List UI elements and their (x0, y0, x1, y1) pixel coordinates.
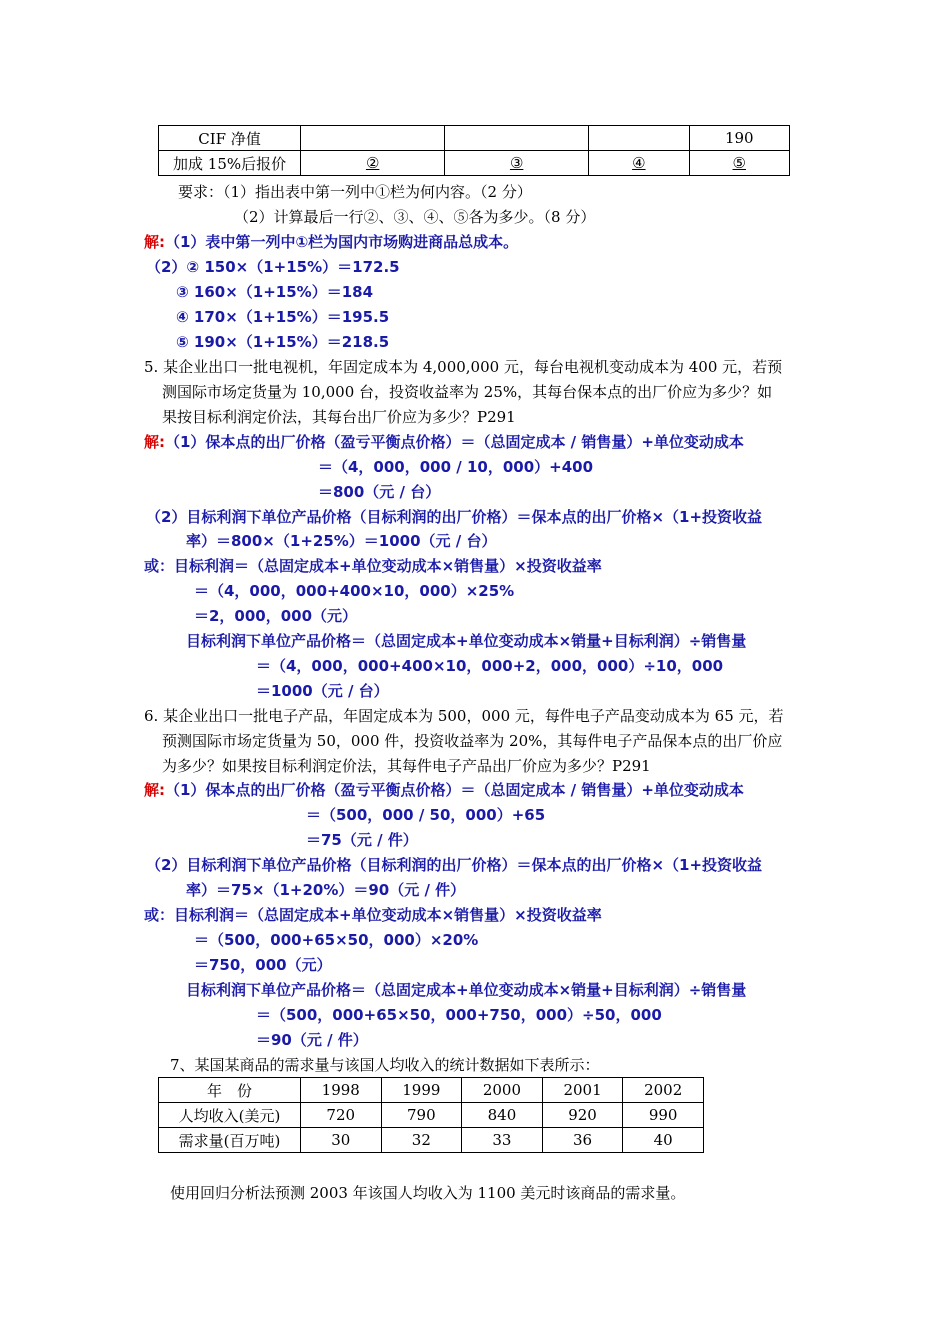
requirement-1: 要求：（1）指出表中第一列中①栏为何内容。（2 分） (178, 183, 532, 201)
answer-4-line-3: ③ 160×（1+15%）＝184 (176, 283, 374, 301)
requirement-2: （2）计算最后一行②、③、④、⑤各为多少。（8 分） (234, 208, 596, 226)
table-cell: ⑤ (689, 151, 789, 176)
table-cell: CIF 净值 (159, 126, 301, 151)
answer-5-line-5: 率）＝800×（1+25%）＝1000（元 / 台） (186, 532, 497, 550)
answer-5-line-8: ＝2，000，000（元） (194, 607, 358, 625)
table-cell: 40 (623, 1128, 704, 1153)
answer-6-line-7: ＝（500，000+65×50，000）×20% (194, 931, 479, 949)
table-cell: 840 (462, 1103, 543, 1128)
answer-6-line-1 (144, 780, 744, 800)
price-table (158, 125, 790, 176)
table-row (159, 151, 790, 176)
table-cell: 990 (623, 1103, 704, 1128)
question-6-line-2: 预测国际市场定货量为 50，000 件，投资收益率为 20%，其每件电子产品保本点的出厂价应 (162, 732, 783, 750)
table-row (159, 1103, 704, 1128)
table-cell: 920 (542, 1103, 623, 1128)
table-header: 2001 (542, 1078, 623, 1103)
question-7-task: 使用回归分析法预测 2003 年该国人均收入为 1100 美元时该商品的需求量。 (170, 1184, 686, 1202)
table-cell: 加成 15%后报价 (159, 151, 301, 176)
answer-6-line-5: 率）＝75×（1+20%）＝90（元 / 件） (186, 881, 466, 899)
question-5-line-2: 测国际市场定货量为 10,000 台，投资收益率为 25%，其每台保本点的出厂价应为多少？如 (162, 383, 773, 401)
answer-6-line-2: ＝（500，000 / 50，000）+65 (306, 806, 546, 824)
table-row (159, 1078, 704, 1103)
table-cell (445, 126, 589, 151)
table-header: 2002 (623, 1078, 704, 1103)
answer-6-line-6: 或：目标利润＝（总固定成本+单位变动成本×销售量）×投资收益率 (144, 906, 602, 924)
table-cell: 需求量(百万吨) (159, 1128, 301, 1153)
table-header: 年 份 (159, 1078, 301, 1103)
table-cell: 720 (300, 1103, 381, 1128)
answer-6-line-4: （2）目标利润下单位产品价格（目标利润的出厂价格）＝保本点的出厂价格×（1+投资收益 (146, 856, 763, 874)
table-cell: ③ (445, 151, 589, 176)
answer-5-line-6: 或：目标利润＝（总固定成本+单位变动成本×销售量）×投资收益率 (144, 557, 602, 575)
answer-5-line-1 (144, 432, 744, 452)
answer-text: （1）表中第一列中①栏为国内市场购进商品总成本。 (165, 233, 519, 251)
table-header: 2000 (462, 1078, 543, 1103)
table-cell: ② (301, 151, 445, 176)
answer-4-line-1 (144, 232, 518, 252)
answer-4-line-4: ④ 170×（1+15%）＝195.5 (176, 308, 390, 326)
table-cell: 33 (462, 1128, 543, 1153)
question-6-line-1: 6. 某企业出口一批电子产品，年固定成本为 500，000 元，每件电子产品变动成本为 65 元，若 (144, 707, 784, 725)
question-5-line-3: 果按目标利润定价法，其每台出厂价应为多少？P291 (162, 408, 516, 426)
question-6-line-3: 为多少？如果按目标利润定价法，其每件电子产品出厂价应为多少？P291 (162, 757, 651, 775)
table-cell: 36 (542, 1128, 623, 1153)
question-5-line-1: 5. 某企业出口一批电视机，年固定成本为 4,000,000 元，每台电视机变动成本为 400 元，若预 (144, 358, 783, 376)
answer-5-line-2: ＝（4，000，000 / 10，000）+400 (318, 458, 594, 476)
table-header: 1999 (381, 1078, 462, 1103)
answer-prefix: 解: (144, 433, 165, 451)
answer-5-line-9: 目标利润下单位产品价格＝（总固定成本+单位变动成本×销量+目标利润）÷销售量 (186, 632, 747, 650)
answer-4-line-2: （2）② 150×（1+15%）＝172.5 (146, 258, 400, 276)
answer-6-line-9: 目标利润下单位产品价格＝（总固定成本+单位变动成本×销量+目标利润）÷销售量 (186, 981, 747, 999)
answer-5-line-4: （2）目标利润下单位产品价格（目标利润的出厂价格）＝保本点的出厂价格×（1+投资收益 (146, 508, 763, 526)
answer-5-line-7: ＝（4，000，000+400×10，000）×25% (194, 582, 515, 600)
answer-5-line-10: ＝（4，000，000+400×10，000+2，000，000）÷10，000 (256, 657, 724, 675)
income-demand-table (158, 1077, 704, 1153)
answer-4-line-5: ⑤ 190×（1+15%）＝218.5 (176, 333, 390, 351)
table-header: 1998 (300, 1078, 381, 1103)
table-cell: 30 (300, 1128, 381, 1153)
table-row (159, 126, 790, 151)
answer-prefix: 解: (144, 233, 165, 251)
answer-text: （1）保本点的出厂价格（盈亏平衡点价格）＝（总固定成本 / 销售量）+单位变动成本 (165, 433, 744, 451)
answer-6-line-10: ＝（500，000+65×50，000+750，000）÷50，000 (256, 1006, 662, 1024)
table-cell (301, 126, 445, 151)
table-cell: 190 (689, 126, 789, 151)
answer-6-line-3: ＝75（元 / 件） (306, 831, 418, 849)
answer-text: （1）保本点的出厂价格（盈亏平衡点价格）＝（总固定成本 / 销售量）+单位变动成本 (165, 781, 744, 799)
table-cell: 32 (381, 1128, 462, 1153)
table-cell: 790 (381, 1103, 462, 1128)
table-cell: 人均收入(美元) (159, 1103, 301, 1128)
table-cell: ④ (589, 151, 689, 176)
answer-6-line-11: ＝90（元 / 件） (256, 1031, 368, 1049)
question-7-intro: 7、某国某商品的需求量与该国人均收入的统计数据如下表所示： (170, 1056, 600, 1074)
answer-6-line-8: ＝750，000（元） (194, 956, 332, 974)
table-cell (589, 126, 689, 151)
answer-5-line-3: ＝800（元 / 台） (318, 483, 441, 501)
answer-prefix: 解: (144, 781, 165, 799)
table-row (159, 1128, 704, 1153)
answer-5-line-11: ＝1000（元 / 台） (256, 682, 389, 700)
